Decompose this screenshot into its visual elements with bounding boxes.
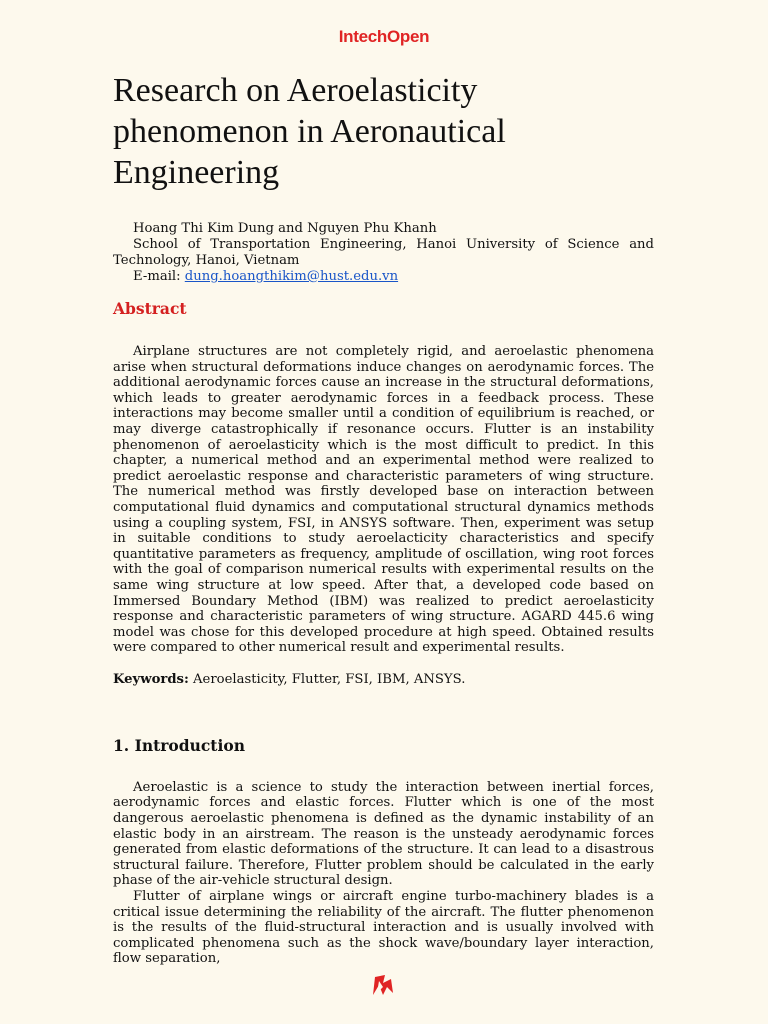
abstract-heading: Abstract [113,299,187,318]
paper-page [113,70,654,967]
intro-paragraph-2: Flutter of airplane wings or aircraft engine turbo-machinery blades is a critical issue determining the reliability of the aircraft. The flutter phenomenon is the results of the fluid-structural interaction and is usually involved with complicated phenomena such as the shock wave/boundary layer interaction, flow separation, [113,889,654,967]
keywords-text: Aeroelasticity, Flutter, FSI, IBM, ANSYS. [188,671,466,687]
affiliation: School of Transportation Engineering, Hanoi University of Science and Technology, Hanoi, Vietnam [113,237,654,268]
author-block [113,221,654,285]
keywords-label: Keywords: [113,671,189,687]
intechopen-logo-icon [369,971,397,999]
email-label: E-mail: [133,269,185,284]
keywords-line [113,672,654,688]
paper-title: Research on Aeroelasticity phenomenon in Aeronautical Engineering [113,72,506,191]
publisher-logo: IntechOpen [338,27,430,46]
email-link[interactable]: dung.hoangthikim@hust.edu.vn [184,269,399,284]
intro-paragraph-1: Aeroelastic is a science to study the interaction between inertial forces, aerodynamic forces and elastic forces. Flutter which is one of the most dangerous aeroelastic phenomena is defined as the dynamic instability of an elastic body in an airstream. The reason is the unsteady aerodynamic forces generated from elastic deformations of the structure. It can lead to a disastrous structural failure. Therefore, Flutter problem should be calculated in the early phase of the air-vehicle structural design. [113,779,654,889]
email-line [113,269,654,285]
abstract-text: Airplane structures are not completely rigid, and aeroelastic phenomena arise when structural deformations induce changes on aerodynamic forces. The additional aerodynamic forces cause an increase in the structural deformations, which leads to greater aerodynamic forces in a feedback process. These interactions may become smaller until a condition of equilibrium is reached, or may diverge catastrophically if resonance occurs. Flutter is an instability phenomenon of aeroelasticity which is the most difficult to predict. In this chapter, a numerical method and an experimental method were realized to predict aeroelastic response and characteristic parameters of wing structure. The numerical method was firstly developed base on interaction between computational fluid dynamics and computational structural dynamics methods using a coupling system, FSI, in ANSYS software. Then, experiment was setup in suitable conditions to study aeroelacticity characteristics and specify quantitative parameters as frequency, amplitude of oscillation, wing root forces with the goal of comparison numerical results with experimental results on the same wing structure at low speed. After that, a developed code based on Immersed Boundary Method (IBM) was realized to predict aeroelasticity response and characteristic parameters of wing structure. AGARD 445.6 wing model was chose for this developed procedure at high speed. Obtained results were compared to other numerical result and experimental results. [113,344,654,656]
authors: Hoang Thi Kim Dung and Nguyen Phu Khanh [133,221,437,236]
section-heading-introduction: 1. Introduction [113,735,245,755]
